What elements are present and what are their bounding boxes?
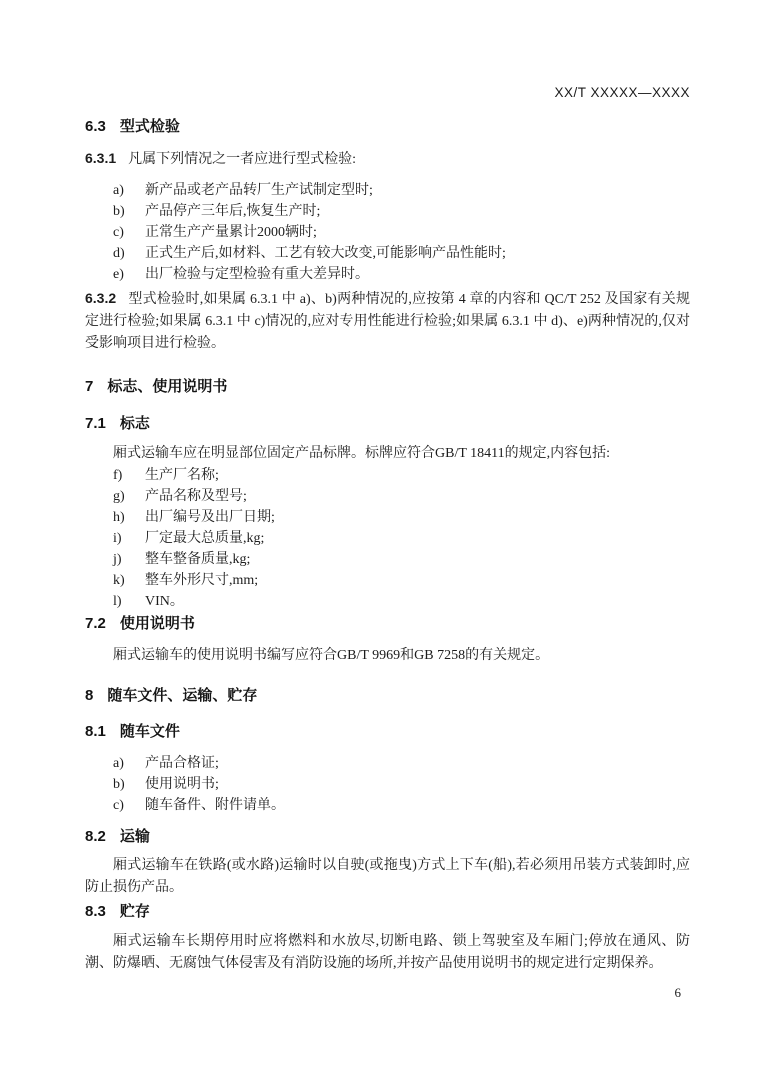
chapter-title: 标志、使用说明书	[107, 378, 228, 395]
paragraph-8-2: 厢式运输车在铁路(或水路)运输时以自驶(或拖曳)方式上下车(船),若必须用吊装方式装卸时,应防止损伤产品。	[85, 858, 690, 895]
list-item	[85, 222, 690, 243]
paragraph-7-1: 厢式运输车应在明显部位固定产品标牌。标牌应符合GB/T 18411的规定,内容包括:	[113, 446, 611, 461]
list-item	[85, 180, 690, 201]
section-title: 运输	[119, 828, 150, 845]
clause-number: 6.3.1	[85, 150, 117, 166]
list-item-marker: k)	[113, 573, 125, 588]
list-item	[85, 570, 690, 591]
paragraph-7-2: 厢式运输车的使用说明书编写应符合GB/T 9969和GB 7258的有关规定。	[113, 648, 550, 663]
list-item-marker: h)	[113, 510, 125, 525]
chapter-heading-7	[85, 376, 690, 398]
list-item-marker: l)	[113, 594, 122, 609]
list-item	[85, 795, 690, 816]
list-item	[85, 465, 690, 486]
section-title: 标志	[119, 415, 150, 432]
chapter-number: 7	[85, 378, 94, 395]
clause-number: 6.3.2	[85, 290, 117, 306]
list-item-text: 产品停产三年后,恢复生产时;	[145, 204, 321, 219]
list-item-marker: i)	[113, 531, 122, 546]
list-item-marker: d)	[113, 246, 125, 261]
list-7-1	[85, 465, 690, 612]
list-item-marker: a)	[113, 756, 124, 771]
clause-text: 型式检验时,如果属 6.3.1 中 a)、b)两种情况的,应按第 4 章的内容和 QC/T 252 及国家有关规定进行检验;如果属 6.3.1 中 c)情况的,应对专用性能进行检验;如果属 6.3.1 中 d)、e)两种情况的,仅对受影响项目进行检验。	[85, 292, 690, 351]
section-number: 8.1	[85, 723, 106, 740]
section-number: 7.2	[85, 615, 106, 632]
list-item	[85, 264, 690, 285]
section-title: 随车文件	[119, 723, 180, 740]
list-item	[85, 507, 690, 528]
list-item-text: 厂定最大总质量,kg;	[145, 531, 265, 546]
list-item-marker: g)	[113, 489, 125, 504]
list-item	[85, 774, 690, 795]
paragraph-8-3: 厢式运输车长期停用时应将燃料和水放尽,切断电路、锁上驾驶室及车厢门;停放在通风、防潮、防爆晒、无腐蚀气体侵害及有消防设施的场所,并按产品使用说明书的规定进行定期保养。	[85, 934, 690, 971]
list-item-marker: b)	[113, 777, 125, 792]
section-heading-6-3	[85, 116, 690, 137]
list-item-marker: c)	[113, 798, 124, 813]
document-content	[85, 85, 690, 975]
chapter-heading-8	[85, 685, 690, 707]
list-item	[85, 486, 690, 507]
section-heading-7-1	[85, 413, 690, 434]
clause-text: 凡属下列情况之一者应进行型式检验:	[128, 152, 357, 167]
list-item-text: VIN。	[145, 594, 184, 609]
list-8-1	[85, 753, 690, 816]
list-item	[85, 201, 690, 222]
list-item-text: 产品名称及型号;	[145, 489, 247, 504]
section-number: 8.2	[85, 828, 106, 845]
list-6-3-1	[85, 180, 690, 285]
list-item-text: 产品合格证;	[145, 756, 219, 771]
doc-code-header: XX/T XXXXX—XXXX	[554, 85, 690, 100]
list-item-marker: f)	[113, 468, 123, 483]
clause-6-3-2	[85, 287, 690, 355]
section-heading-7-2	[85, 613, 690, 634]
page-number: 6	[674, 985, 681, 1000]
section-heading-8-3	[85, 901, 690, 922]
list-item-text: 正式生产后,如材料、工艺有较大改变,可能影响产品性能时;	[145, 246, 506, 261]
section-title: 使用说明书	[119, 615, 195, 632]
clause-6-3-1	[85, 147, 690, 171]
list-item-marker: b)	[113, 204, 125, 219]
list-item-text: 随车备件、附件请单。	[145, 798, 285, 813]
list-item-marker: a)	[113, 183, 124, 198]
list-item	[85, 549, 690, 570]
list-item	[85, 753, 690, 774]
list-item	[85, 243, 690, 264]
section-number: 6.3	[85, 118, 106, 135]
list-item-text: 生产厂名称;	[145, 468, 219, 483]
list-item-text: 出厂检验与定型检验有重大差异时。	[145, 267, 369, 282]
list-item-marker: c)	[113, 225, 124, 240]
section-number: 7.1	[85, 415, 106, 432]
list-item-marker: j)	[113, 552, 122, 567]
chapter-number: 8	[85, 687, 94, 704]
list-item-text: 新产品或老产品转厂生产试制定型时;	[145, 183, 373, 198]
list-item-text: 正常生产产量累计2000辆时;	[145, 225, 317, 240]
chapter-title: 随车文件、运输、贮存	[107, 687, 258, 704]
list-item-text: 使用说明书;	[145, 777, 219, 792]
list-item	[85, 591, 690, 612]
section-title: 贮存	[119, 903, 150, 920]
section-number: 8.3	[85, 903, 106, 920]
list-item-marker: e)	[113, 267, 124, 282]
list-item-text: 出厂编号及出厂日期;	[145, 510, 275, 525]
section-heading-8-1	[85, 721, 690, 742]
list-item	[85, 528, 690, 549]
list-item-text: 整车整备质量,kg;	[145, 552, 251, 567]
section-heading-8-2	[85, 826, 690, 847]
list-item-text: 整车外形尺寸,mm;	[145, 573, 259, 588]
section-title: 型式检验	[119, 118, 180, 135]
